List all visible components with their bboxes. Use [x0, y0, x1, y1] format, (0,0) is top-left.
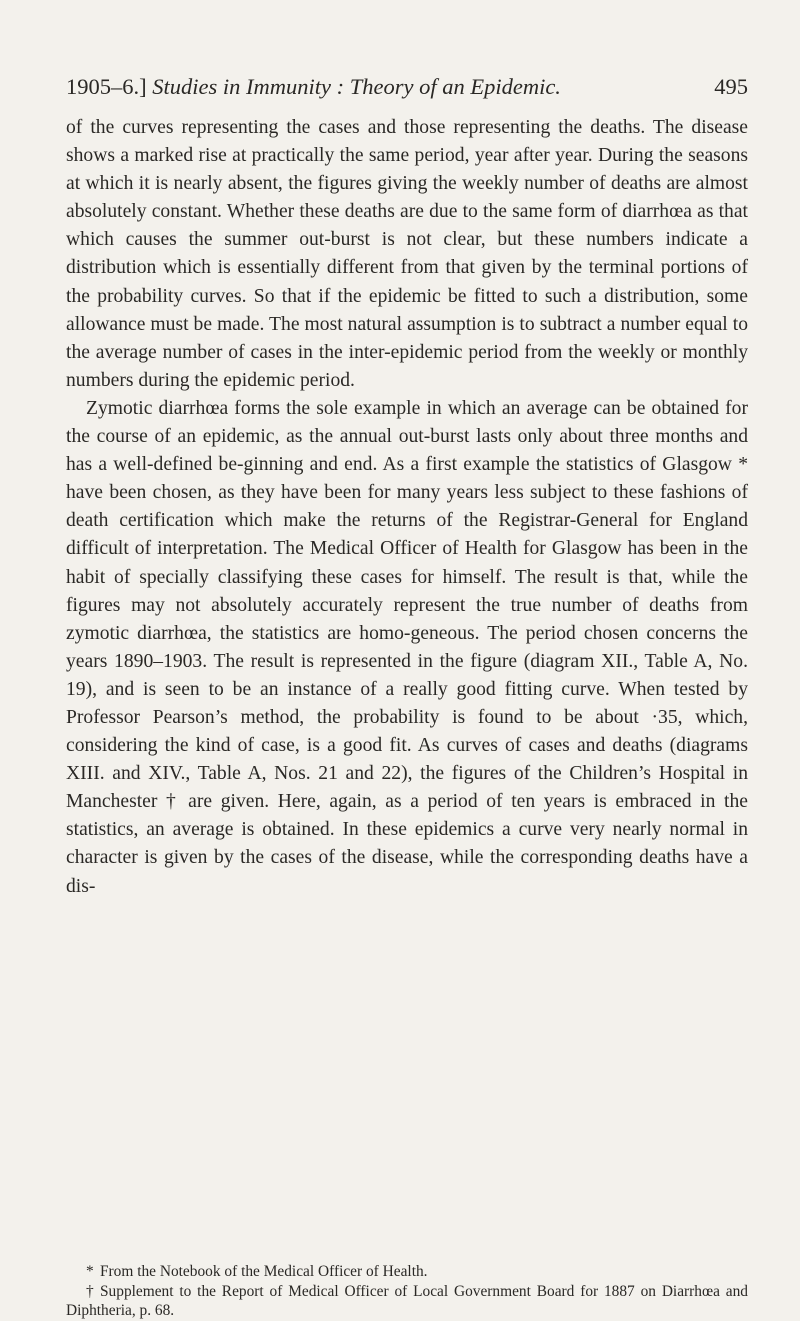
header-left	[66, 74, 561, 100]
body-text	[66, 114, 748, 901]
page-number: 495	[714, 74, 748, 99]
header-volume: 1905–6.]	[66, 74, 147, 99]
paragraph-2: Zymotic diarrhœa forms the sole example in which an average can be obtained for the course of an epidemic, as the annual out-burst lasts only about three months and has a well-defined be-ginning and end. As a first example the statistics of Glasgow * have been chosen, as they have been for many years less subject to these fashions of death certification which make the returns of the Registrar-General for England difficult of interpretation. The Medical Officer of Health for Glasgow has been in the habit of specially classifying these cases for himself. The result is that, while the figures may not absolutely accurately represent the true number of deaths from zymotic diarrhœa, the statistics are homo-geneous. The period chosen concerns the years 1890–1903. The result is represented in the figure (diagram XII., Table A, No. 19), and is seen to be an instance of a really good fitting curve. When tested by Professor Pearson’s method, the probability is found to be about ·35, which, considering the kind of case, is a good fit. As curves of cases and deaths (diagrams XIII. and XIV., Table A, Nos. 21 and 22), the figures of the Children’s Hospital in Manchester † are given. Here, again, as a period of ten years is embraced in the statistics, an average is obtained. In these epidemics a curve very nearly normal in character is given by the cases of the disease, while the corresponding deaths have a dis-	[66, 397, 748, 897]
header-title: Studies in Immunity : Theory of an Epidemic.	[152, 74, 561, 99]
footnote-1-text: From the Notebook of the Medical Officer of Health.	[100, 1263, 428, 1280]
footnote-1	[66, 1262, 748, 1282]
footnote-2	[66, 1282, 748, 1321]
running-header	[66, 74, 748, 108]
footnote-1-mark: *	[86, 1263, 94, 1280]
footnote-2-text: Supplement to the Report of Medical Officer of Local Government Board for 1887 on Diarrhœa and Diphtheria, p. 68.	[66, 1282, 748, 1319]
footnote-2-mark: †	[86, 1282, 94, 1300]
paragraph-1: of the curves representing the cases and those representing the deaths. The disease shows a marked rise at practically the same period, year after year. During the seasons at which it is nearly absent, the figures giving the weekly number of deaths are almost absolutely constant. Whether these deaths are due to the same form of diarrhœa as that which causes the summer out-burst is not clear, but these numbers indicate a distribution which is essentially different from that given by the terminal portions of the probability curves. So that if the epidemic be fitted to such a distribution, some allowance must be made. The most natural assumption is to subtract a number equal to the average number of cases in the inter-epidemic period from the weekly or monthly numbers during the epidemic period.	[66, 117, 748, 391]
footnotes	[66, 1262, 748, 1321]
